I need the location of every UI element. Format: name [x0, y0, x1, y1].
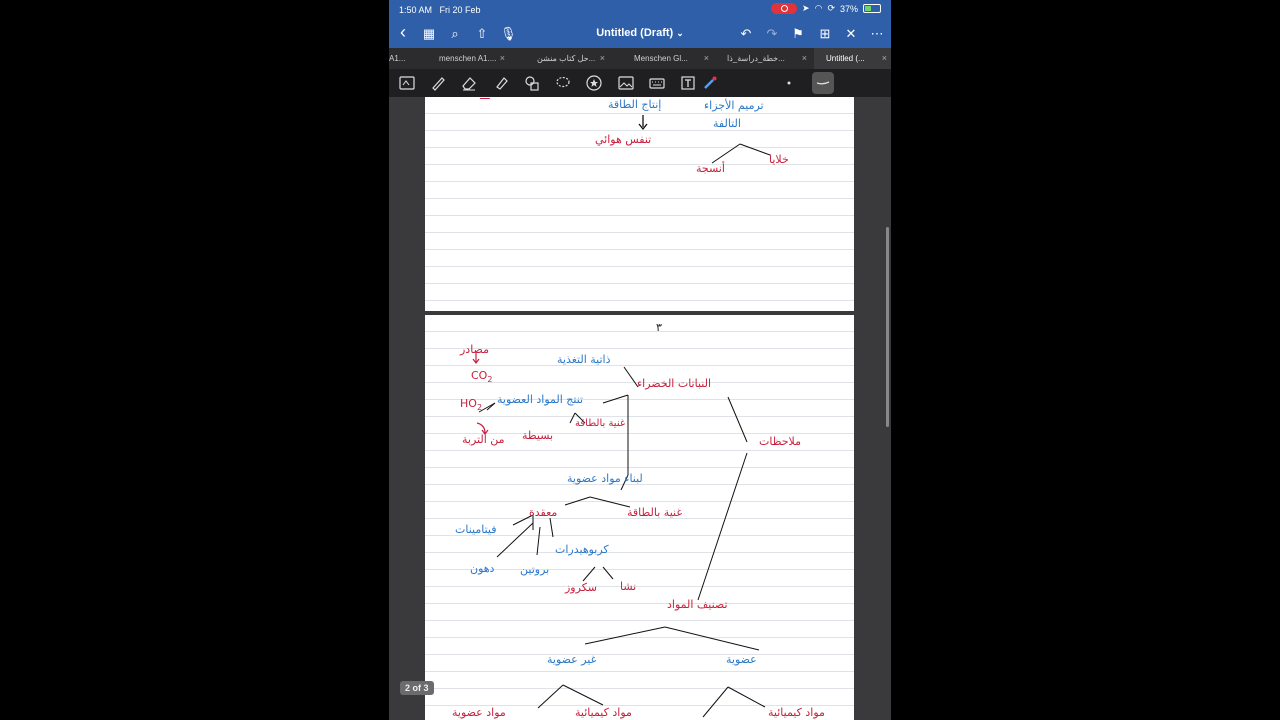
- laser-pointer-icon[interactable]: [702, 75, 718, 91]
- handwriting-sources: مصادر: [460, 343, 489, 356]
- handwriting-repair-parts: ترميم الأجزاء: [704, 99, 764, 112]
- search-icon[interactable]: ⌕: [451, 26, 459, 41]
- tab-label: Menschen Gl...: [634, 54, 688, 63]
- tab-0[interactable]: [389, 48, 409, 69]
- undo-icon[interactable]: ↶: [740, 26, 752, 41]
- handwriting-energy-rich-1: غنية بالطاقة: [575, 418, 626, 429]
- pen-thickness-option[interactable]: [812, 72, 834, 94]
- handwriting-organic: عضوية: [726, 653, 757, 666]
- handwriting-complex: معقدة: [529, 506, 558, 519]
- highlighter-icon[interactable]: [493, 75, 509, 91]
- close-tab-icon[interactable]: ×: [801, 53, 807, 63]
- document-title-text: Untitled (Draft): [596, 27, 674, 39]
- handwriting-autotrophic: ذاتية التغذية: [557, 353, 611, 366]
- handwriting-h2o: $HO_2$: [460, 397, 483, 413]
- pen-icon[interactable]: [430, 75, 446, 91]
- battery-icon: [863, 4, 881, 13]
- close-tab-icon[interactable]: ×: [703, 53, 709, 63]
- close-tab-icon[interactable]: ×: [599, 53, 605, 63]
- handwriting-co2: $CO_2$: [471, 369, 493, 385]
- tab-1[interactable]: [411, 48, 509, 69]
- status-date: Fri 20 Feb: [439, 5, 481, 15]
- handwriting-cells: خلايا: [769, 153, 789, 166]
- tab-5[interactable]: [814, 48, 891, 69]
- drawing-toolbar: [389, 69, 891, 97]
- tab-label: menschen A1....: [439, 54, 497, 63]
- handwriting-produce-organic: تنتج المواد العضوية: [497, 393, 584, 406]
- handwriting-co2-text: CO: [471, 369, 488, 382]
- nav-bar: [389, 20, 891, 48]
- close-tab-icon[interactable]: ×: [499, 53, 505, 63]
- chevron-left-icon[interactable]: ‹: [400, 22, 406, 42]
- handwriting-notes: ملاحظات: [759, 435, 801, 448]
- handwriting-classify-materials: تصنيف المواد: [667, 598, 728, 611]
- tab-3[interactable]: [609, 48, 713, 69]
- handwriting-build-organic: لبناء مواد عضوية: [567, 472, 643, 485]
- chevron-down-icon: ⌄: [676, 28, 684, 38]
- redo-icon[interactable]: ↷: [766, 26, 778, 41]
- add-page-icon[interactable]: ⊞: [819, 26, 831, 41]
- status-bar: [389, 0, 891, 20]
- tab-label: Untitled (...: [826, 54, 865, 63]
- tab-bar: [389, 48, 891, 70]
- microphone-icon[interactable]: 🎙: [500, 26, 517, 41]
- page-indicator: 2 of 3: [400, 681, 434, 695]
- handwriting-carbohydrates: كربوهيدرات: [555, 543, 609, 556]
- document-area[interactable]: [389, 89, 891, 720]
- screen-record-icon: [771, 3, 797, 14]
- handwriting-simple: بسيطة: [522, 429, 554, 442]
- eraser-icon[interactable]: [461, 75, 477, 91]
- handwriting-from-soil: من التربة: [462, 433, 505, 446]
- more-icon[interactable]: ⋯: [870, 26, 884, 41]
- tab-4[interactable]: [713, 48, 811, 69]
- location-icon: ➤: [802, 3, 810, 13]
- handwriting-cut-top: ـــ: [480, 89, 490, 102]
- read-mode-icon[interactable]: [399, 75, 415, 91]
- battery-percent: 37%: [839, 3, 858, 14]
- status-time-date: [399, 5, 481, 15]
- handwriting-energy-production: إنتاج الطاقة: [608, 98, 662, 111]
- bookmark-icon[interactable]: ⚑: [792, 26, 804, 41]
- keyboard-icon[interactable]: [649, 75, 665, 91]
- handwriting-protein: بروتين: [520, 563, 550, 576]
- handwriting-sucrose: سكروز: [565, 581, 597, 594]
- ipad-screen: [389, 0, 891, 720]
- image-icon[interactable]: [618, 75, 634, 91]
- tab-label: حل كتاب منشن...: [537, 54, 596, 63]
- tab-label: خطة_دراسة_ذا...: [727, 54, 785, 63]
- close-icon[interactable]: ✕: [845, 26, 857, 41]
- handwriting-chemicals-2: مواد كيميائية: [768, 706, 825, 719]
- handwriting-fats: دهون: [470, 562, 495, 575]
- tab-2[interactable]: [511, 48, 609, 69]
- rotation-lock-icon: ⟳: [827, 3, 835, 13]
- handwriting-inorganic: غير عضوية: [547, 653, 597, 666]
- share-icon[interactable]: ⇧: [476, 26, 488, 41]
- grid-icon[interactable]: ▦: [422, 26, 436, 41]
- tab-label: A1...: [389, 54, 406, 63]
- stroke-preview-icon: [812, 72, 834, 94]
- handwriting-organic-materials: مواد عضوية: [452, 706, 506, 719]
- close-tab-icon[interactable]: ×: [881, 53, 887, 63]
- wifi-icon: ◠: [814, 3, 823, 13]
- handwriting-energy-rich-2: غنية بالطاقة: [627, 506, 683, 519]
- handwriting-aerobic-respiration: تنفس هوائي: [595, 133, 652, 146]
- handwriting-vitamins: فيتامينات: [455, 523, 497, 536]
- handwriting-h2o-text: HO: [460, 397, 477, 410]
- pen-size-dot-icon[interactable]: [781, 75, 797, 91]
- elements-star-icon[interactable]: [586, 75, 602, 91]
- scrollbar[interactable]: [886, 227, 889, 427]
- page-number-mark: ٣: [656, 321, 662, 334]
- handwriting-tissues: أنسجة: [696, 162, 725, 175]
- handwriting-starch: نشا: [620, 580, 637, 593]
- page1-connector-lines: [425, 97, 854, 311]
- text-tool-icon[interactable]: [680, 75, 696, 91]
- handwriting-green-plants: النباتات الخضراء: [637, 377, 712, 390]
- document-title[interactable]: [389, 27, 891, 39]
- page-2[interactable]: [425, 315, 854, 720]
- handwriting-chemicals-1: مواد كيميائية: [575, 706, 632, 719]
- lasso-icon[interactable]: [555, 75, 571, 91]
- page-1[interactable]: [425, 89, 854, 311]
- shapes-icon[interactable]: [524, 75, 540, 91]
- status-time: 1:50 AM: [399, 5, 433, 15]
- handwriting-damaged: التالفة: [713, 117, 741, 130]
